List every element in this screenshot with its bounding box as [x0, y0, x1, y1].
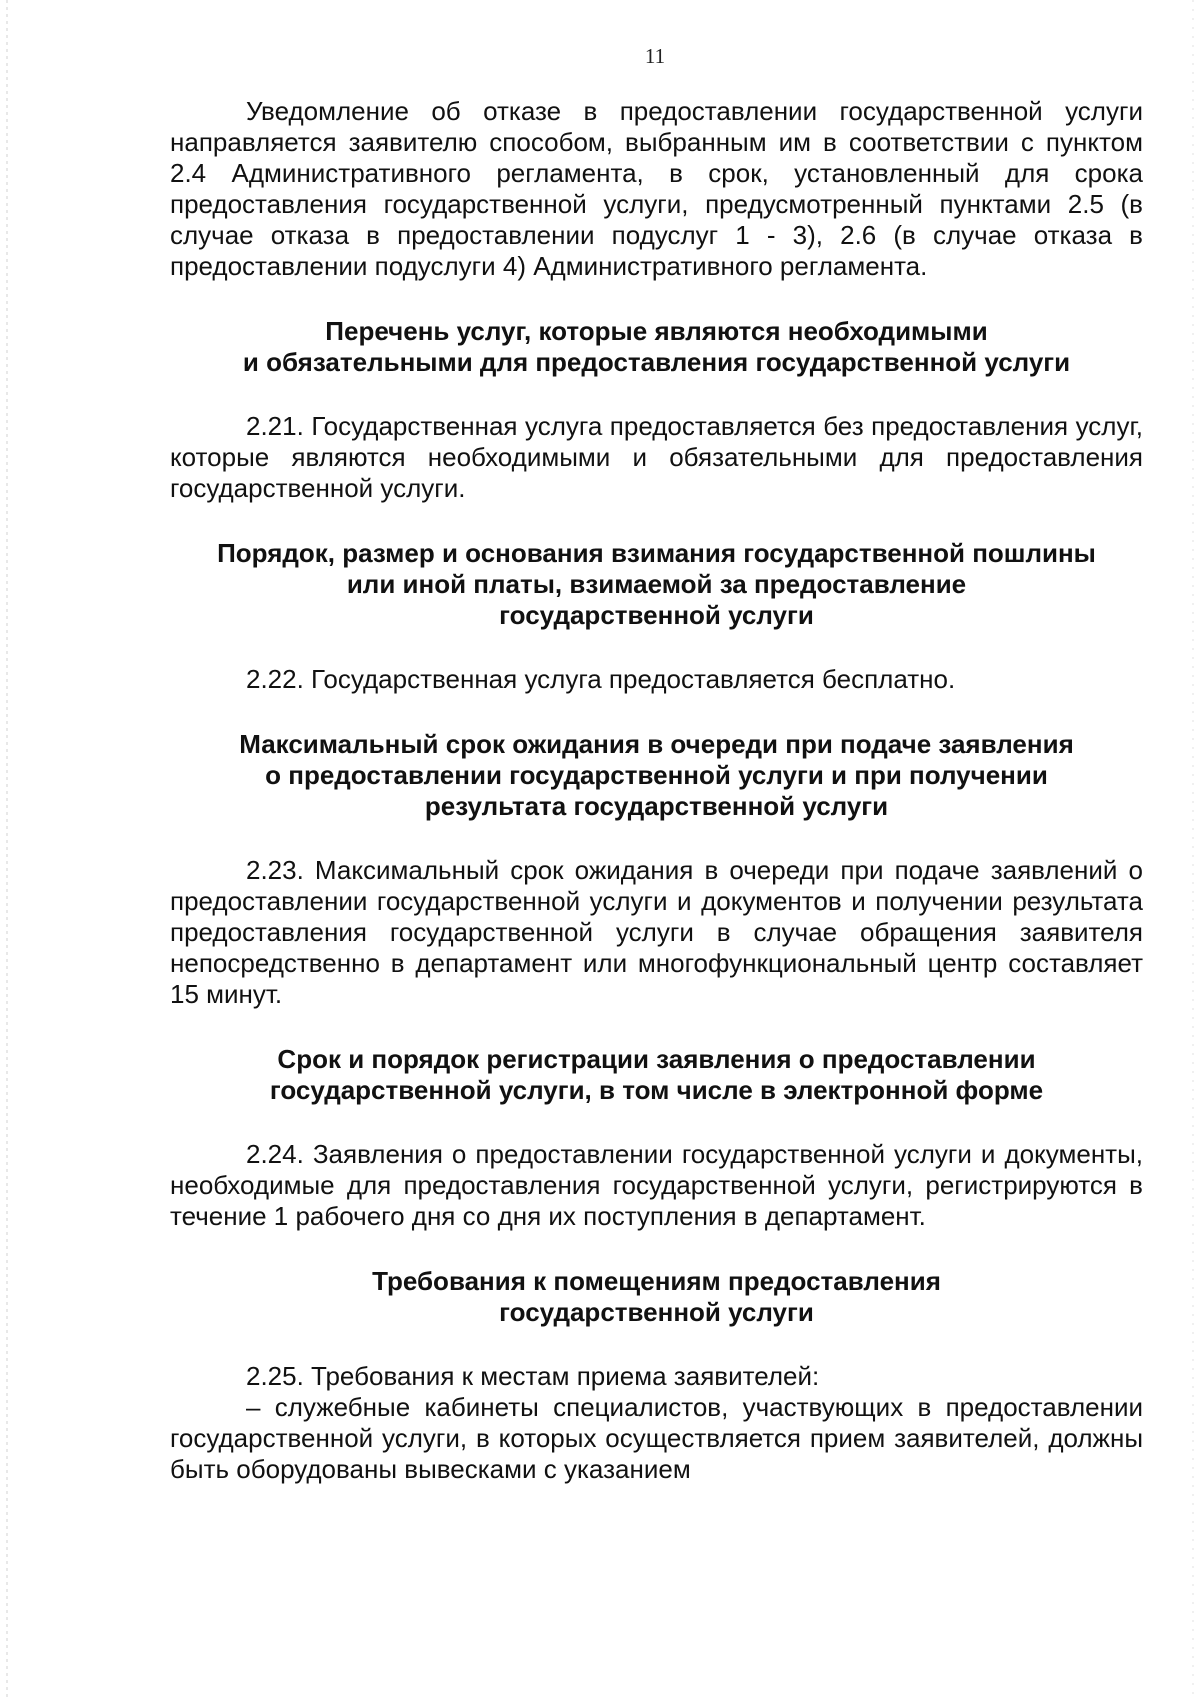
document-body	[170, 96, 1143, 1485]
paragraph-2-23: 2.23. Максимальный срок ожидания в очереди при подаче заявлений о предоставлении государственной услуги и документов и получении результата предоставления государственной услуги в случае обращения заявителя непосредственно в департамент или многофункциональный центр составляет 15 минут.	[170, 855, 1143, 1009]
heading-queue-time	[170, 729, 1143, 822]
heading-line: государственной услуги	[499, 1297, 814, 1327]
paragraph-2-24: 2.24. Заявления о предоставлении государственной услуги и документы, необходимые для предоставления государственной услуги, регистрируются в течение 1 рабочего дня со дня их поступления в департамент.	[170, 1139, 1143, 1231]
heading-line: государственной услуги, в том числе в электронной форме	[269, 1075, 1044, 1105]
heading-line: государственной услуги	[499, 600, 814, 630]
heading-required-services	[170, 316, 1143, 378]
heading-line: Перечень услуг, которые являются необходимыми	[325, 316, 988, 346]
heading-line: Срок и порядок регистрации заявления о предоставлении	[277, 1044, 1036, 1074]
scan-edge-left	[6, 0, 8, 1697]
heading-line: Порядок, размер и основания взимания государственной пошлины	[217, 538, 1096, 568]
paragraph-2-21: 2.21. Государственная услуга предоставляется без предоставления услуг, которые являются необходимыми и обязательными для предоставления государственной услуги.	[170, 411, 1143, 503]
heading-line: Максимальный срок ожидания в очереди при подаче заявления	[239, 729, 1074, 759]
list-item-offices: – служебные кабинеты специалистов, участвующих в предоставлении государственной услуги, в которых осуществляется прием заявителей, должны быть оборудованы вывесками с указанием	[170, 1392, 1143, 1484]
paragraph-2-22: 2.22. Государственная услуга предоставляется бесплатно.	[246, 664, 956, 694]
heading-line: Требования к помещениям предоставления	[372, 1266, 941, 1296]
heading-registration	[170, 1044, 1143, 1106]
heading-premises	[170, 1266, 1143, 1328]
heading-fee	[170, 538, 1143, 631]
page-number: 11	[644, 44, 666, 68]
scan-edge-right	[1192, 0, 1194, 1697]
heading-line: результата государственной услуги	[424, 791, 889, 821]
paragraph-refusal-notice: Уведомление об отказе в предоставлении государственной услуги направляется заявителю способом, выбранным им в соответствии с пунктом 2.4 Административного регламента, в срок, установленный для срока предоставления государственной услуги, предусмотренный пунктами 2.5 (в случае отказа в предоставлении подуслуг 1 - 3), 2.6 (в случае отказа в предоставлении подуслуги 4) Административного регламента.	[170, 96, 1143, 281]
heading-line: и обязательными для предоставления государственной услуги	[242, 347, 1071, 377]
heading-line: или иной платы, взимаемой за предоставление	[346, 569, 967, 599]
heading-line: о предоставлении государственной услуги и при получении	[265, 760, 1048, 790]
paragraph-2-25: 2.25. Требования к местам приема заявителей:	[246, 1361, 820, 1391]
